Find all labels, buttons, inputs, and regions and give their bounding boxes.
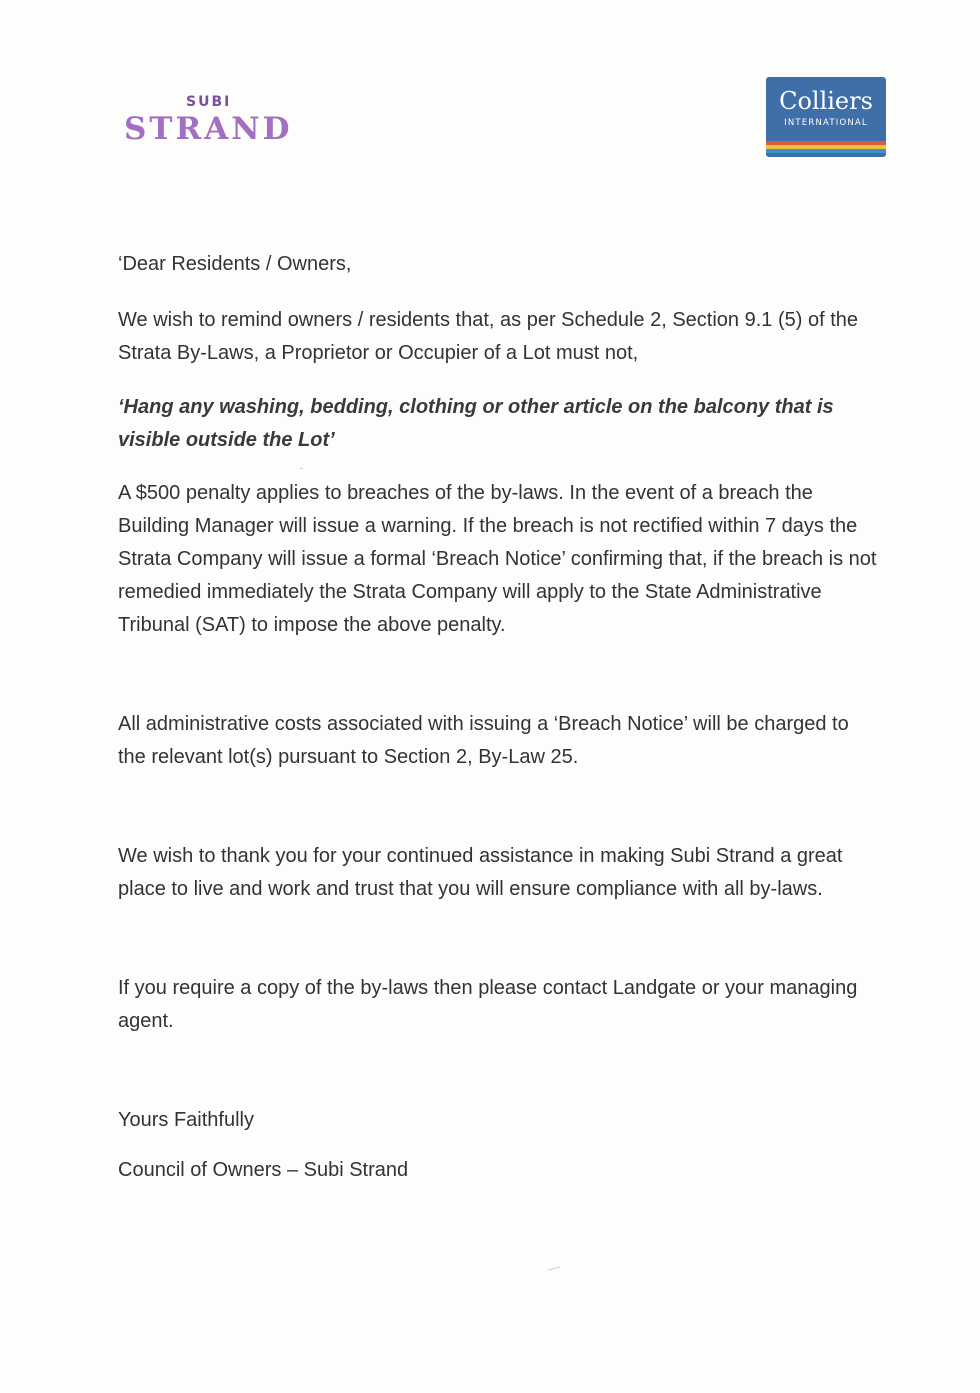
letter-body: [118, 248, 878, 1187]
colliers-logo: [766, 77, 886, 157]
paragraph-penalty: A $500 penalty applies to breaches of the by-laws. In the event of a breach the Building Manager will issue a warning. If the breach is not rectified within 7 days the Strata Company will issue a formal ‘Breach Notice’ confirming that, if the breach is not remedied immediately the Strata Company will apply to the State Administrative Tribunal (SAT) to impose the above penalty.: [118, 482, 877, 636]
paragraph-contact: If you require a copy of the by-laws then please contact Landgate or your managing agent.: [118, 977, 858, 1032]
letter-signature: Council of Owners – Subi Strand: [118, 1159, 409, 1181]
colliers-logo-name: Colliers: [779, 87, 873, 115]
colliers-stripe-blue: [766, 149, 886, 153]
paragraph-reminder: We wish to remind owners / residents that, as per Schedule 2, Section 9.1 (5) of the Strata By-Laws, a Proprietor or Occupier of a Lot must not,: [118, 309, 859, 364]
subi-logo-big-text: STRAND: [124, 111, 293, 147]
by-law-quote: ‘Hang any washing, bedding, clothing or other article on the balcony that is visible outside the Lot’: [118, 396, 834, 451]
letter-closing: Yours Faithfully: [118, 1109, 254, 1131]
colliers-logo-stripes: [766, 141, 886, 157]
subi-logo-small-text: SUBI: [186, 94, 232, 110]
subi-strand-logo: [124, 94, 304, 147]
paragraph-thanks: We wish to thank you for your continued assistance in making Subi Strand a great place to live and work and trust that you will ensure compliance with all by-laws.: [118, 845, 843, 900]
colliers-logo-subtitle: INTERNATIONAL: [784, 118, 868, 128]
scan-speck: [548, 1266, 560, 1270]
letter-greeting: ‘Dear Residents / Owners,: [118, 253, 352, 275]
paragraph-costs: All administrative costs associated with issuing a ‘Breach Notice’ will be charged to the relevant lot(s) pursuant to Section 2, By-Law 25.: [118, 713, 849, 768]
